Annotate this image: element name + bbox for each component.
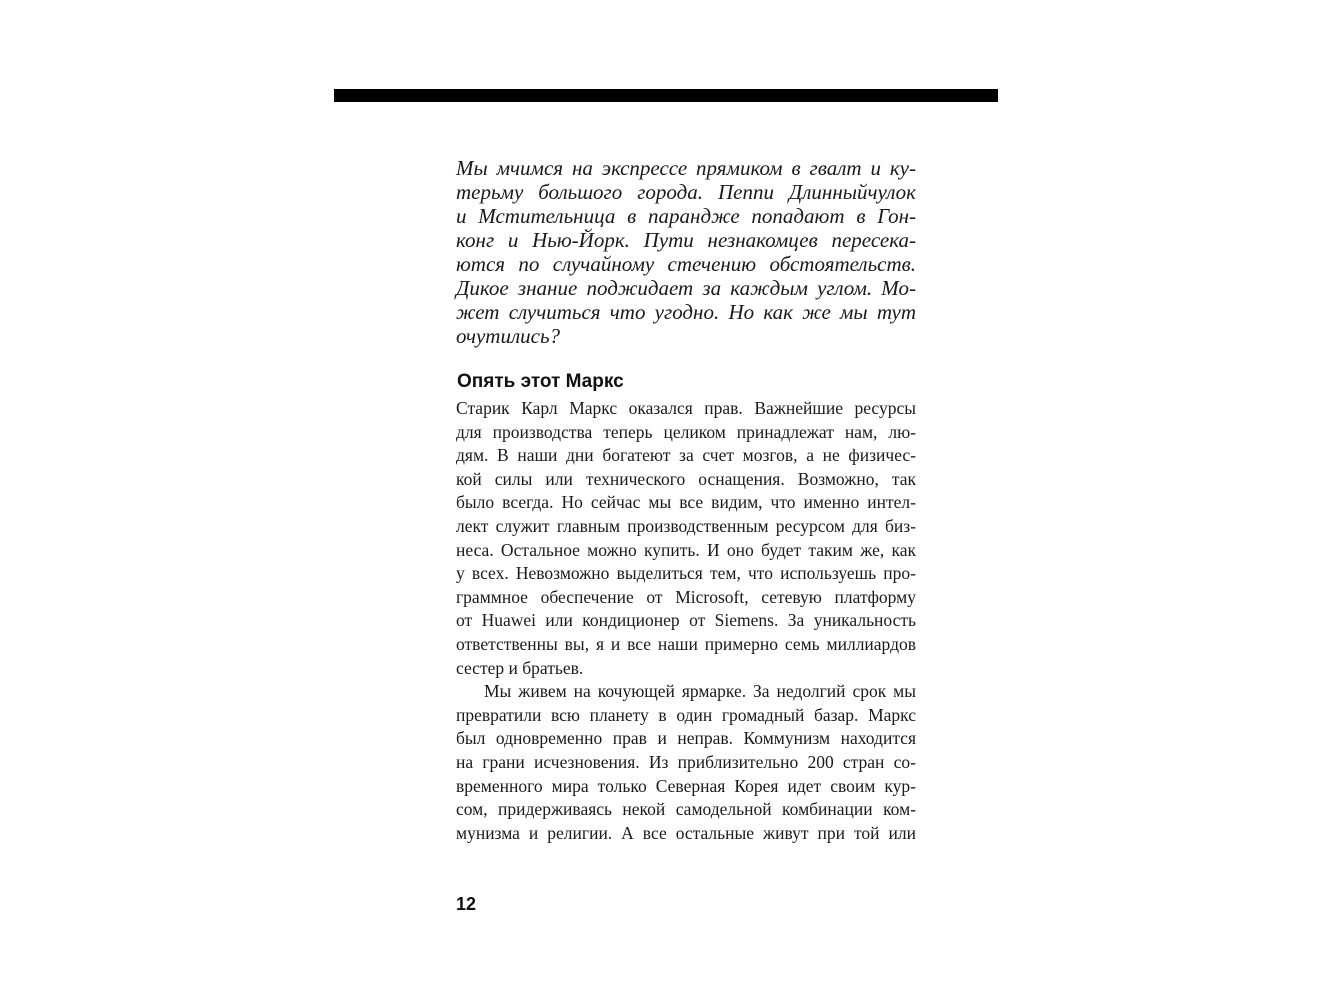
paragraph1-line: ответственны вы, я и все наши примерно семь миллиардов (456, 633, 916, 654)
paragraph1-line: у всех. Невозможно выделиться тем, что используешь про- (456, 563, 916, 584)
intro-line: жет случиться что угодно. Но как же мы тут (456, 300, 916, 324)
intro-line: и Мстительница в парандже попадают в Гон- (456, 204, 916, 228)
intro-italic-paragraph (456, 156, 916, 348)
intro-line: терьму большого города. Пеппи Длинныйчулок (456, 180, 916, 204)
paragraph2-line: на грани исчезновения. Из приблизительно 200 стран со- (456, 751, 916, 772)
intro-line: конг и Нью-Йорк. Пути незнакомцев пересека- (456, 228, 916, 252)
paragraph1-line: дям. В наши дни богатеют за счет мозгов, а не физичес- (456, 445, 916, 466)
intro-line: ются по случайному стечению обстоятельств. (456, 252, 916, 276)
intro-line: очутились? (456, 324, 560, 348)
paragraph1-line: было всегда. Но сейчас мы все видим, что именно интел- (456, 492, 916, 513)
page-number: 12 (456, 894, 477, 914)
paragraph1-line: лект служит главным производственным ресурсом для биз- (456, 515, 916, 536)
paragraph2-line: временного мира только Северная Корея идет своим кур- (456, 775, 916, 796)
section-heading: Опять этот Маркс (457, 371, 624, 392)
paragraph1-line: для производства теперь целиком принадлежат нам, лю- (456, 421, 916, 442)
header-rule (334, 89, 998, 102)
paragraph1-line: Старик Карл Маркс оказался прав. Важнейшие ресурсы (456, 398, 916, 418)
paragraph2-line: сом, придерживаясь некой самодельной комбинации ком- (456, 799, 916, 820)
paragraph2-line: Мы живем на кочующей ярмарке. За недолгий срок мы (484, 681, 916, 702)
paragraph2-line: был одновременно прав и неправ. Коммунизм находится (456, 728, 916, 749)
intro-line: Дикое знание поджидает за каждым углом. Мо- (456, 276, 916, 300)
paragraph1-line: от Huawei или кондиционер от Siemens. За уникальность (456, 610, 916, 631)
paragraph1-line: кой силы или технического оснащения. Возможно, так (456, 468, 916, 489)
paragraph1-line: сестер и братьев. (456, 657, 584, 678)
paragraph1-line: граммное обеспечение от Microsoft, сетевую платформу (456, 586, 916, 607)
paragraph2-line: превратили всю планету в один громадный базар. Маркс (456, 704, 916, 725)
paragraph1-line: неса. Остальное можно купить. И оно будет таким же, как (456, 539, 916, 560)
intro-line: Мы мчимся на экспрессе прямиком в гвалт и ку- (456, 156, 916, 180)
paragraph2-line: мунизма и религии. А все остальные живут при той или (456, 822, 916, 843)
body-text (456, 397, 916, 845)
